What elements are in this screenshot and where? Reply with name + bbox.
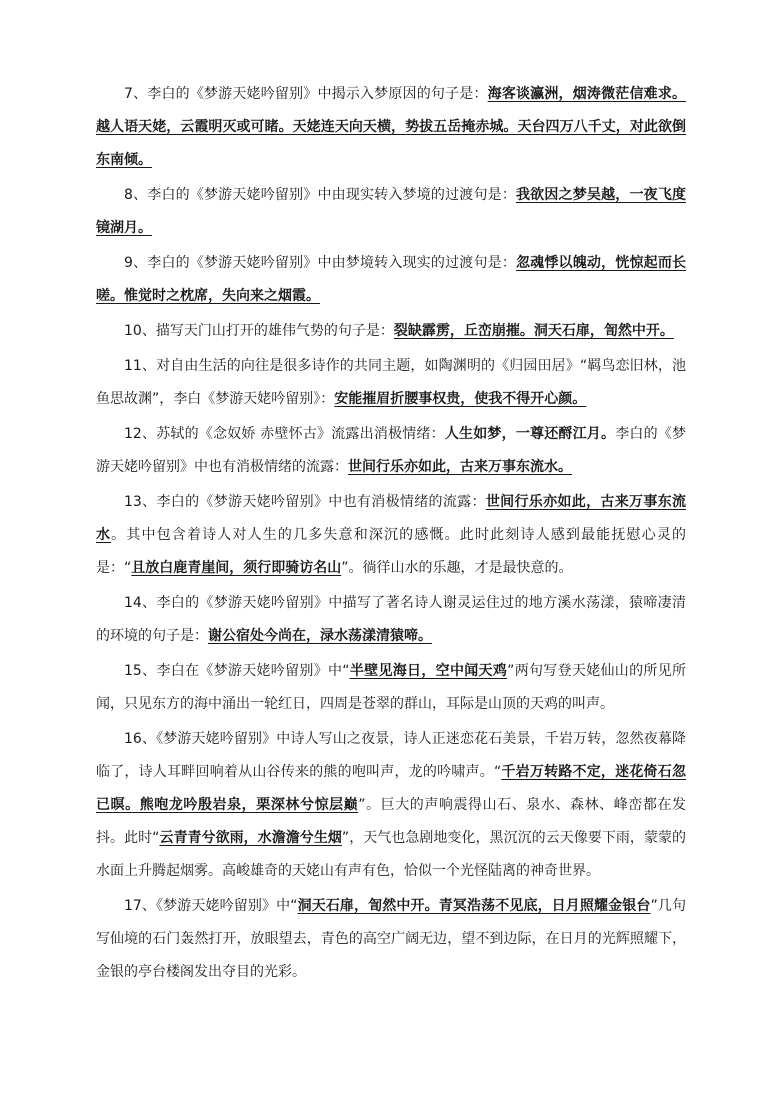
item-8-answer: 我欲因之梦吴越，一夜飞度镜湖月。 <box>96 187 687 236</box>
item-16-middle: ”。巨大的声响震得山石、泉水、森林、峰峦都在发抖。此时“ <box>96 797 686 846</box>
question-list <box>96 78 686 991</box>
item-12-middle: 李白的《梦游天姥吟留别》中也有消极情绪的流露： <box>96 426 687 475</box>
item-12-answer: 世间行乐亦如此，古来万事东流水。 <box>348 459 572 475</box>
item-15-tail: ”两句写登天姥仙山的所见所闻，只见东方的海中涌出一轮红日，四周是苍翠的群山，耳际是山顶的天鸡的叫声。 <box>96 663 686 712</box>
item-13-tail: ”。徜徉山水的乐趣，才是最快意的。 <box>341 560 573 576</box>
item-13-answer: 世间行乐亦如此，古来万事东流水 <box>96 494 686 543</box>
item-12 <box>96 418 686 484</box>
item-9-answer: 忽魂悸以魄动，恍惊起而长嗟。惟觉时之枕席，失向来之烟霞。 <box>96 255 687 304</box>
item-16 <box>96 723 686 888</box>
item-8 <box>96 179 686 245</box>
item-15-answer: 半壁见海日，空中闻天鸡 <box>349 663 508 679</box>
item-9-prompt: 9、李白的《梦游天姥吟留别》中由梦境转入现实的过渡句是： <box>124 255 516 271</box>
item-8-prompt: 8、李白的《梦游天姥吟留别》中由现实转入梦境的过渡句是： <box>124 187 516 203</box>
item-11 <box>96 350 686 416</box>
item-15-prompt: 15、李白在《梦游天姥吟留别》中“ <box>124 663 350 679</box>
item-16-answer-2: 云青青兮欲雨，水澹澹兮生烟 <box>159 830 342 846</box>
item-15 <box>96 655 686 721</box>
item-16-prompt: 16、《梦游天姥吟留别》中诗人写山之夜景，诗人正迷恋花石美景，千岩万转，忽然夜幕降临了，诗人耳畔回响着从山谷传来的熊的咆叫声，龙的吟啸声。“ <box>96 731 686 780</box>
item-17-prompt: 17、《梦游天姥吟留别》中“ <box>124 898 298 914</box>
item-11-prompt: 11、对自由生活的向往是很多诗作的共同主题，如陶渊明的《归园田居》“羁鸟恋旧林，池鱼思故渊”，李白《梦游天姥吟留别》： <box>96 358 686 407</box>
item-10-answer: 裂缺霹雳，丘峦崩摧。洞天石扉，訇然中开。 <box>393 323 674 339</box>
item-16-tail: ”，天气也急剧地变化，黑沉沉的云天像要下雨，蒙蒙的水面上升腾起烟雾。高峻雄奇的天姥山有声有色，恰似一个光怪陆离的神奇世界。 <box>96 830 686 879</box>
item-13-answer-2: 且放白鹿青崖间，须行即骑访名山 <box>131 560 342 576</box>
item-14-answer: 谢公宿处今尚在，渌水荡漾清猿啼。 <box>208 628 432 644</box>
item-9 <box>96 247 686 313</box>
item-14 <box>96 587 686 653</box>
item-7 <box>96 78 686 177</box>
item-17-answer: 洞天石扉，訇然中开。青冥浩荡不见底，日月照耀金银台 <box>297 898 651 914</box>
item-7-prompt: 7、李白的《梦游天姥吟留别》中揭示入梦原因的句子是： <box>124 86 488 102</box>
item-13 <box>96 486 686 585</box>
item-7-answer: 海客谈瀛洲，烟涛微茫信难求。越人语天姥，云霞明灭或可睹。天姥连天向天横，势拔五岳掩赤城。天台四万八千丈，对此欲倒东南倾。 <box>96 86 687 168</box>
item-17-tail: ”几句写仙境的石门轰然打开，放眼望去，青色的高空广阔无边，望不到边际，在日月的光辉照耀下，金银的亭台楼阁发出夺目的光彩。 <box>96 898 686 980</box>
item-13-prompt: 13、李白的《梦游天姥吟留别》中也有消极情绪的流露： <box>124 494 486 510</box>
item-16-answer: 千岩万转路不定，迷花倚石忽已暝。熊咆龙吟殷岩泉，栗深林兮惊层巅 <box>96 764 686 813</box>
item-12-prompt: 12、苏轼的《念奴娇 赤壁怀古》流露出消极情绪： <box>124 426 445 442</box>
item-13-middle: 。其中包含着诗人对人生的几多失意和深沉的感慨。此时此刻诗人感到最能抚慰心灵的是：“ <box>96 527 687 576</box>
item-17 <box>96 890 686 989</box>
item-10 <box>96 315 686 348</box>
item-11-answer: 安能摧眉折腰事权贵，使我不得开心颜。 <box>334 391 587 407</box>
item-10-prompt: 10、描写天门山打开的雄伟气势的句子是： <box>124 323 394 339</box>
item-14-prompt: 14、李白的《梦游天姥吟留别》中描写了著名诗人谢灵运住过的地方溪水荡漾，猿啼凄清的环境的句子是： <box>96 595 686 644</box>
item-12-quote: 人生如梦，一尊还酹江月。 <box>444 426 616 442</box>
